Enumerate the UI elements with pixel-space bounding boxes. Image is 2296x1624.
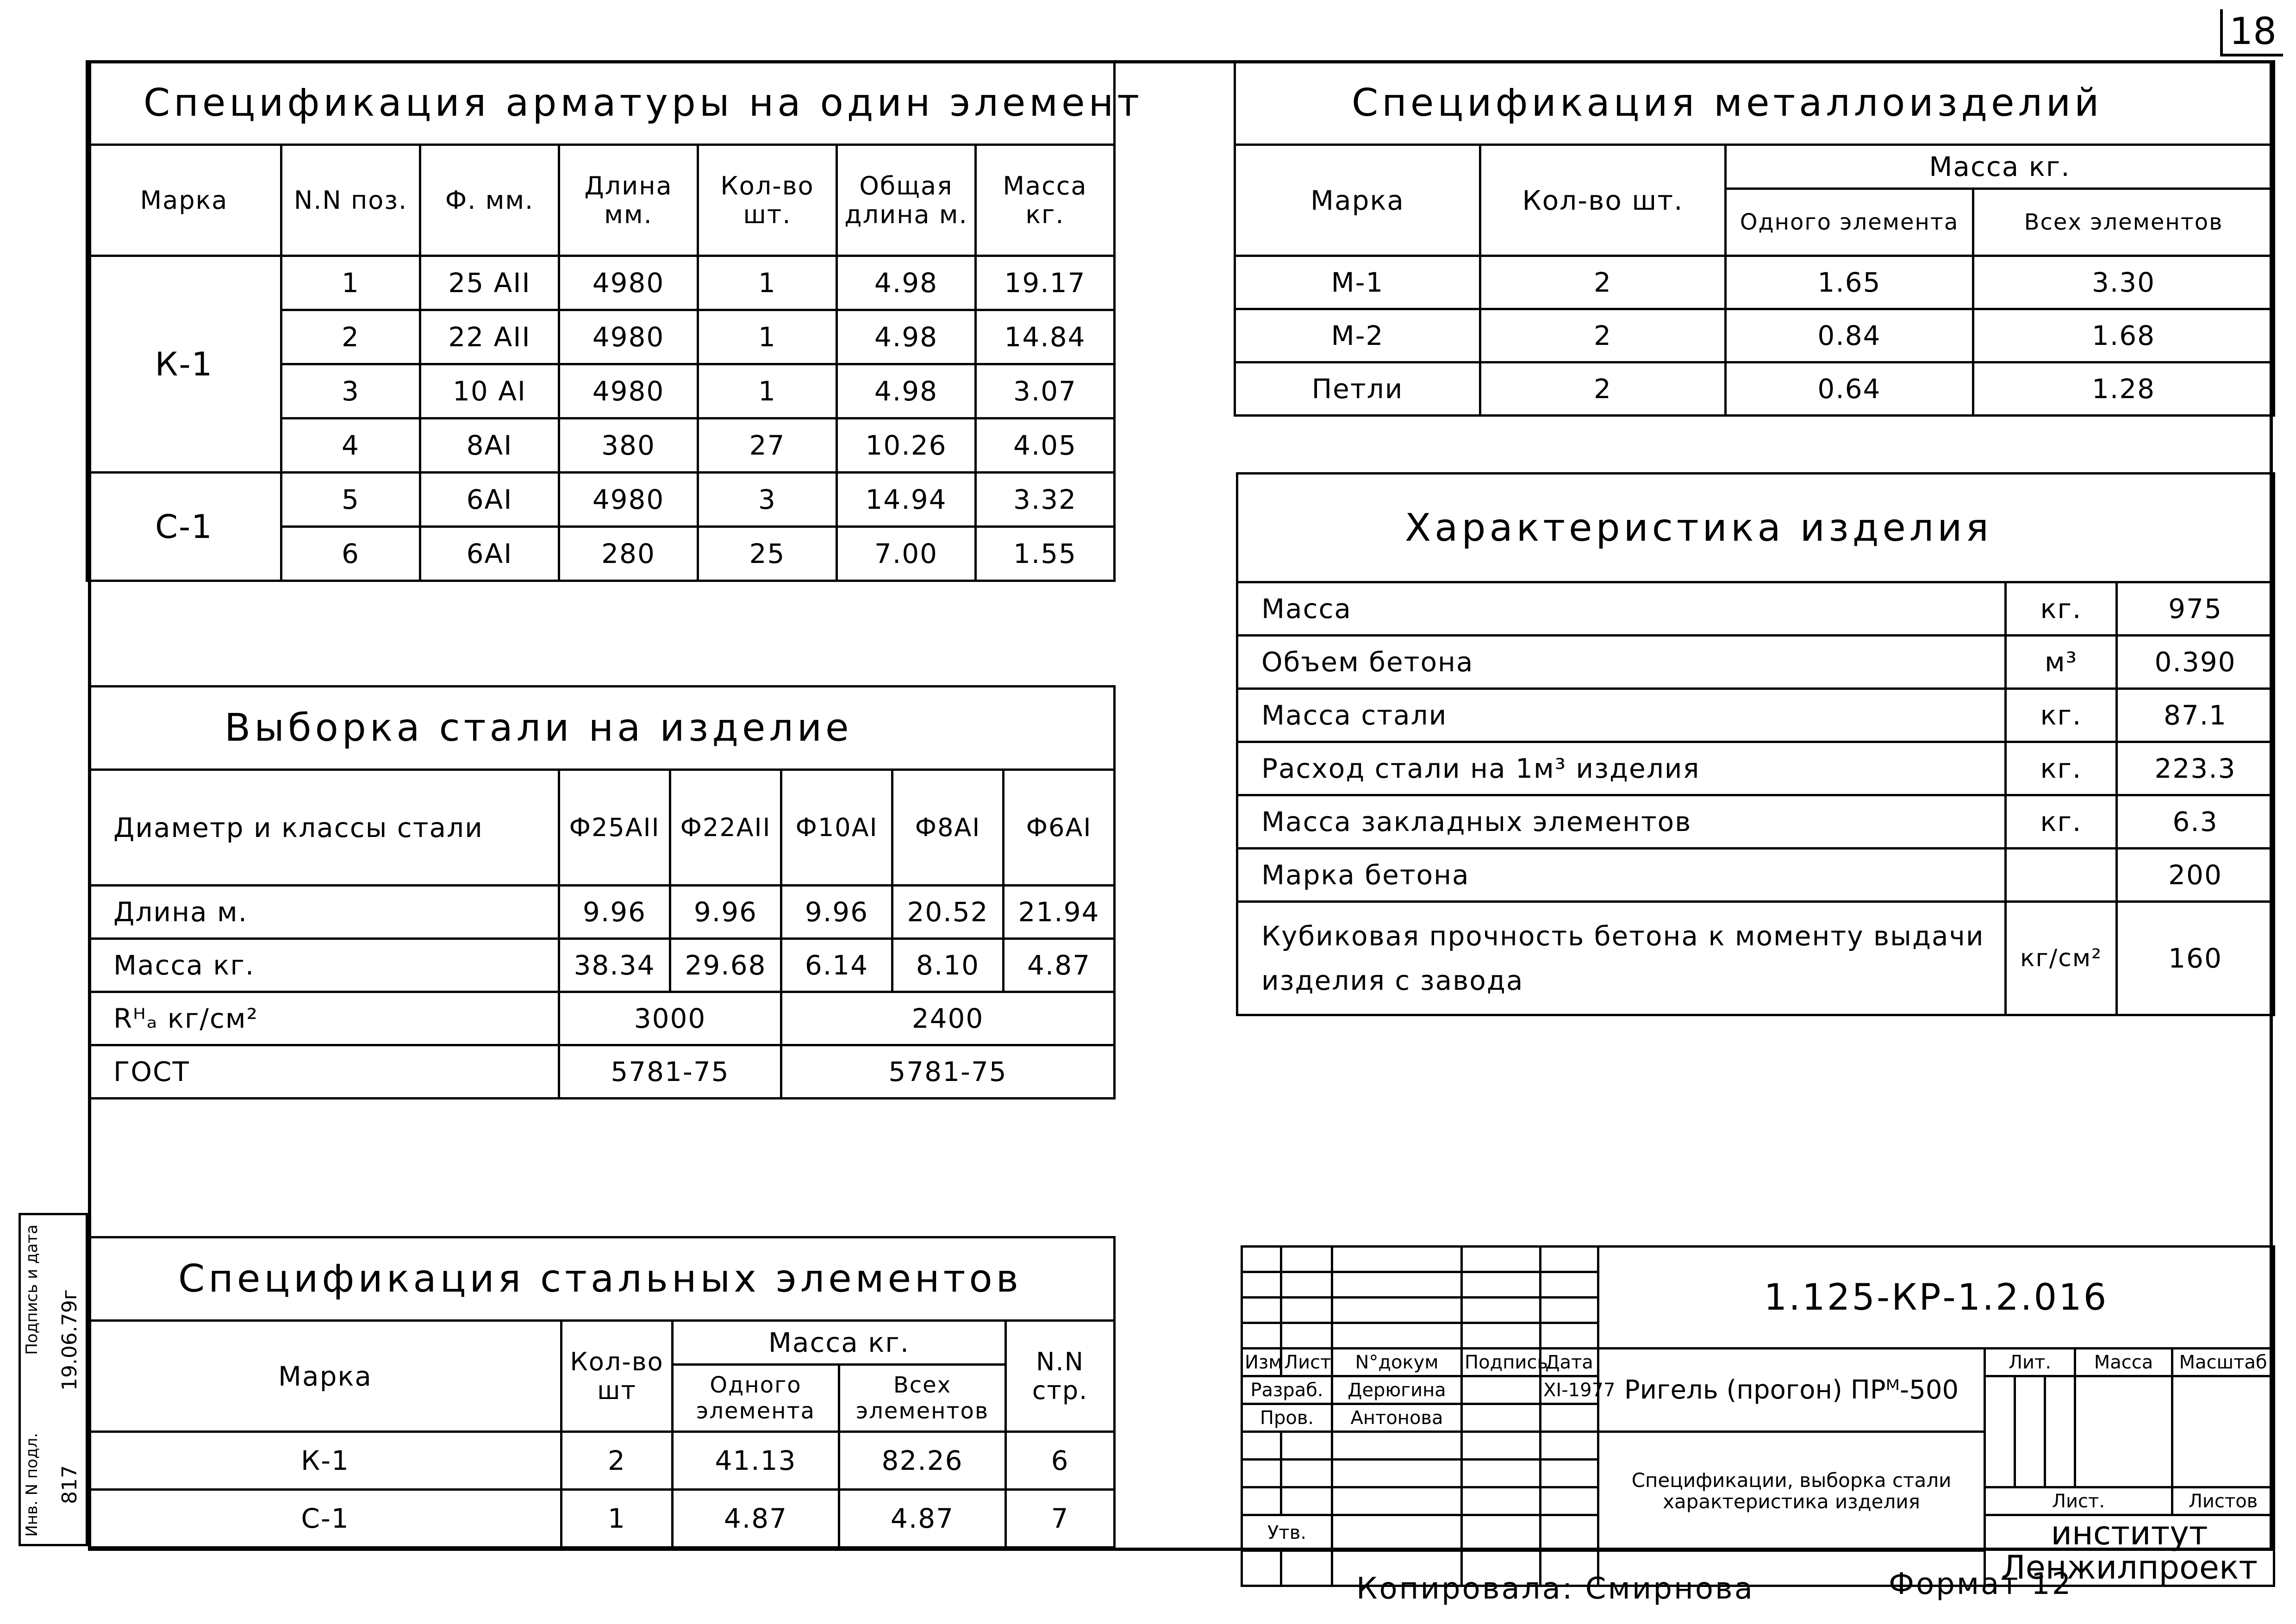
cell: 7.00 — [837, 527, 976, 581]
steel-elements-table — [88, 1236, 1116, 1549]
cell: 4980 — [559, 310, 698, 364]
cell: 14.94 — [837, 473, 976, 527]
rebar-header-mass: Масса кг. — [976, 145, 1115, 256]
cell: 25 AII — [420, 256, 559, 310]
char-unit: кг. — [2006, 582, 2117, 636]
metal-header-mark: Марка — [1235, 145, 1480, 256]
cell: 1 — [562, 1490, 673, 1548]
metal-header-one: Одного элемента — [1726, 189, 1973, 256]
cell: 14.84 — [976, 310, 1115, 364]
char-unit: кг. — [2006, 742, 2117, 795]
char-unit: кг/см² — [2006, 902, 2117, 1015]
developer-signature — [1462, 1376, 1541, 1404]
steel-el-header-one: Одного элемента — [673, 1365, 839, 1432]
cell: 1.68 — [1973, 309, 2274, 362]
product-name: Ригель (прогон) ПРᴹ-500 — [1598, 1349, 1985, 1432]
cell: 6.14 — [781, 939, 892, 992]
steel-row-label: Длина м. — [89, 886, 559, 939]
cell: 82.26 — [839, 1432, 1006, 1490]
institute-name: институт Ленжилпроект — [1985, 1515, 2274, 1586]
table-row — [89, 1045, 1115, 1099]
cell: 21.94 — [1004, 886, 1115, 939]
cell: 280 — [559, 527, 698, 581]
cell: 41.13 — [673, 1432, 839, 1490]
role-developer: Разраб. — [1242, 1376, 1332, 1404]
rebar-spec-table — [86, 60, 1143, 582]
steel-el-header-mass: Масса кг. — [673, 1321, 1006, 1365]
cell: 2 — [562, 1432, 673, 1490]
steel-col-25: Ф25AII — [559, 770, 670, 886]
table-row — [1237, 902, 2274, 1015]
metal-header-all: Всех элементов — [1973, 189, 2274, 256]
rebar-spec-title: Спецификация арматуры на один элемент — [87, 62, 1115, 145]
table-row — [89, 1432, 1115, 1490]
cell: 5781-75 — [781, 1045, 1115, 1099]
inv-label: Инв. N подл. — [23, 1433, 41, 1537]
cell: 2 — [1480, 256, 1726, 309]
cell: 1.28 — [1973, 362, 2274, 416]
metal-header-qty: Кол-во шт. — [1480, 145, 1726, 256]
cell: 2400 — [781, 992, 1115, 1045]
table-row — [87, 256, 1115, 310]
format-label: Формат 12 — [1889, 1567, 2073, 1601]
table-row — [1242, 1349, 2274, 1376]
cell: 4980 — [559, 256, 698, 310]
rebar-header-length: Длина мм. — [559, 145, 698, 256]
cell: 10 AI — [420, 364, 559, 418]
metal-spec-table — [1234, 60, 2275, 417]
steel-selection-header-label: Диаметр и классы стали — [89, 770, 559, 886]
cell: 1 — [698, 256, 837, 310]
role-checker: Пров. — [1242, 1404, 1332, 1432]
steel-col-10: Ф10AI — [781, 770, 892, 886]
cell: 2 — [281, 310, 420, 364]
cell: 3.30 — [1973, 256, 2274, 309]
char-value: 223.3 — [2117, 742, 2274, 795]
cell: М-1 — [1235, 256, 1480, 309]
cell: 0.84 — [1726, 309, 1973, 362]
metal-spec-title: Спецификация металлоизделий — [1235, 62, 2274, 145]
table-row — [1237, 795, 2274, 849]
char-value: 6.3 — [2117, 795, 2274, 849]
cell: 27 — [698, 418, 837, 473]
table-row — [1237, 689, 2274, 742]
cell: 3000 — [559, 992, 781, 1045]
col-izm: Изм — [1242, 1349, 1281, 1376]
rebar-header-mark: Марка — [87, 145, 281, 256]
cell: 1.65 — [1726, 256, 1973, 309]
cell: 2 — [1480, 362, 1726, 416]
cell: 6AI — [420, 527, 559, 581]
rebar-header-total-length: Общая длина м. — [837, 145, 976, 256]
title-block — [1241, 1245, 2275, 1587]
mass-label: Масса — [2075, 1349, 2172, 1376]
rebar-mark-k1: К-1 — [87, 256, 281, 473]
cell: 29.68 — [670, 939, 781, 992]
col-doc: N°докум — [1332, 1349, 1462, 1376]
cell: 3.32 — [976, 473, 1115, 527]
table-row — [89, 992, 1115, 1045]
cell: 3 — [281, 364, 420, 418]
copied-by: Копировала: Смирнова — [1356, 1572, 1754, 1606]
char-label: Марка бетона — [1237, 849, 2006, 902]
cell: 4.98 — [837, 364, 976, 418]
char-unit: м³ — [2006, 636, 2117, 689]
cell: 7 — [1006, 1490, 1115, 1548]
sheet-label: Лист. — [1985, 1487, 2172, 1515]
table-row — [89, 1490, 1115, 1548]
scale-label: Масштаб — [2172, 1349, 2274, 1376]
cell: Петли — [1235, 362, 1480, 416]
steel-el-header-page: N.N стр. — [1006, 1321, 1115, 1432]
cell: 8AI — [420, 418, 559, 473]
role-approve: Утв. — [1242, 1515, 1332, 1551]
cell: 0.64 — [1726, 362, 1973, 416]
cell: 8.10 — [892, 939, 1004, 992]
char-value: 0.390 — [2117, 636, 2274, 689]
col-sign: Подпись — [1462, 1349, 1541, 1376]
char-label: Кубиковая прочность бетона к моменту выдачи изделия с завода — [1237, 902, 2006, 1015]
cell: 4.98 — [837, 256, 976, 310]
cell: 3.07 — [976, 364, 1115, 418]
rebar-header-dia: Ф. мм. — [420, 145, 559, 256]
table-row — [89, 939, 1115, 992]
table-row — [1237, 582, 2274, 636]
steel-selection-table — [88, 685, 1116, 1099]
gost-label: ГОСТ — [89, 1045, 559, 1099]
table-row — [1242, 1247, 2274, 1272]
rebar-header-pos: N.N поз. — [281, 145, 420, 256]
inv-value: 817 — [58, 1465, 81, 1504]
sign-value: 19.06.79г — [58, 1289, 81, 1391]
table-row — [89, 886, 1115, 939]
side-stamp — [19, 1213, 88, 1546]
checker-signature — [1462, 1404, 1541, 1432]
table-row — [1237, 636, 2274, 689]
sign-label: Подпись и дата — [23, 1224, 41, 1355]
char-label: Масса закладных элементов — [1237, 795, 2006, 849]
cell: С-1 — [89, 1490, 562, 1548]
cell: 1 — [281, 256, 420, 310]
lit-label: Лит. — [1985, 1349, 2075, 1376]
steel-col-22: Ф22AII — [670, 770, 781, 886]
table-row — [1237, 849, 2274, 902]
table-row — [1235, 256, 2274, 309]
steel-selection-title: Выборка стали на изделие — [89, 687, 1115, 770]
char-label: Масса стали — [1237, 689, 2006, 742]
col-date: Дата — [1541, 1349, 1598, 1376]
cell: 5 — [281, 473, 420, 527]
char-label: Расход стали на 1м³ изделия — [1237, 742, 2006, 795]
characteristics-title: Характеристика изделия — [1237, 474, 2274, 582]
steel-elements-title: Спецификация стальных элементов — [89, 1237, 1115, 1321]
cell: 2 — [1480, 309, 1726, 362]
table-row — [1235, 309, 2274, 362]
cell: 4.87 — [839, 1490, 1006, 1548]
cell: 4980 — [559, 364, 698, 418]
cell: 4 — [281, 418, 420, 473]
table-row — [87, 473, 1115, 527]
cell: 6AI — [420, 473, 559, 527]
cell: 9.96 — [781, 886, 892, 939]
steel-el-header-mark: Марка — [89, 1321, 562, 1432]
developer-name: Дерюгина — [1332, 1376, 1462, 1404]
steel-col-6: Ф6AI — [1004, 770, 1115, 886]
cell: М-2 — [1235, 309, 1480, 362]
char-value: 200 — [2117, 849, 2274, 902]
char-unit — [2006, 849, 2117, 902]
char-value: 160 — [2117, 902, 2274, 1015]
cell: 25 — [698, 527, 837, 581]
cell: 4.05 — [976, 418, 1115, 473]
developer-date: XI-1977 — [1541, 1376, 1598, 1404]
cell: 1.55 — [976, 527, 1115, 581]
steel-row-label: Масса кг. — [89, 939, 559, 992]
characteristics-table — [1236, 472, 2275, 1016]
cell: 4.87 — [1004, 939, 1115, 992]
checker-name: Антонова — [1332, 1404, 1462, 1432]
char-unit: кг. — [2006, 689, 2117, 742]
rebar-mark-c1: С-1 — [87, 473, 281, 581]
cell: 38.34 — [559, 939, 670, 992]
cell: 10.26 — [837, 418, 976, 473]
cell: 9.96 — [559, 886, 670, 939]
cell: 6 — [281, 527, 420, 581]
cell: 4.98 — [837, 310, 976, 364]
cell: 22 AII — [420, 310, 559, 364]
metal-header-mass: Масса кг. — [1726, 145, 2274, 189]
steel-el-header-all: Всех элементов — [839, 1365, 1006, 1432]
cell: 4980 — [559, 473, 698, 527]
ra-label: Rᴴₐ кг/см² — [89, 992, 559, 1045]
checker-date — [1541, 1404, 1598, 1432]
cell: 3 — [698, 473, 837, 527]
page-number: 18 — [2220, 9, 2283, 56]
char-label: Объем бетона — [1237, 636, 2006, 689]
table-row — [1237, 742, 2274, 795]
steel-col-8: Ф8AI — [892, 770, 1004, 886]
cell: 380 — [559, 418, 698, 473]
char-label: Масса — [1237, 582, 2006, 636]
steel-el-header-qty: Кол-во шт — [562, 1321, 673, 1432]
cell: 1 — [698, 364, 837, 418]
sheets-label: Листов — [2172, 1487, 2274, 1515]
col-list: Лист — [1281, 1349, 1332, 1376]
cell: 19.17 — [976, 256, 1115, 310]
cell: 1 — [698, 310, 837, 364]
cell: 6 — [1006, 1432, 1115, 1490]
cell: 5781-75 — [559, 1045, 781, 1099]
char-unit: кг. — [2006, 795, 2117, 849]
cell: 9.96 — [670, 886, 781, 939]
rebar-header-qty: Кол-во шт. — [698, 145, 837, 256]
char-value: 975 — [2117, 582, 2274, 636]
table-row — [1235, 362, 2274, 416]
drawing-subtitle: Спецификации, выборка стали характеристика изделия — [1598, 1432, 1985, 1551]
char-value: 87.1 — [2117, 689, 2274, 742]
drawing-code: 1.125-КР-1.2.016 — [1598, 1247, 2274, 1349]
cell: 20.52 — [892, 886, 1004, 939]
cell: К-1 — [89, 1432, 562, 1490]
cell: 4.87 — [673, 1490, 839, 1548]
